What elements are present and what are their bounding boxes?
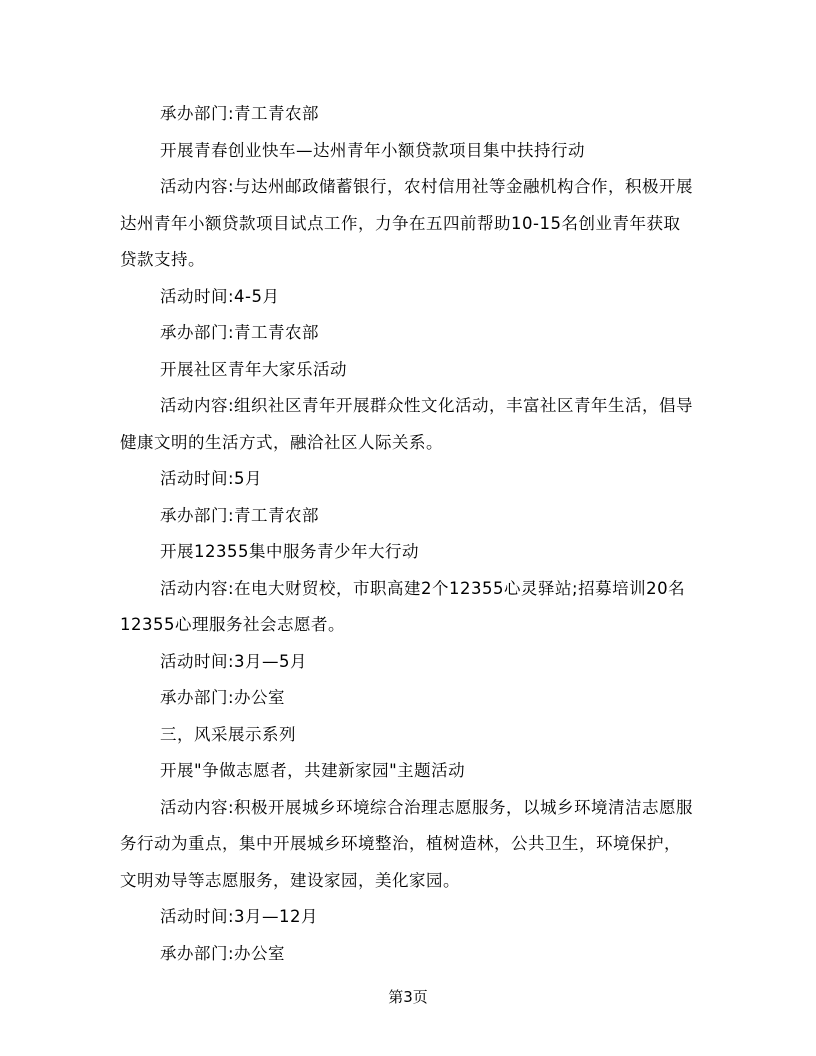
paragraph-content-2: 活动内容:组织社区青年开展群众性文化活动，丰富社区青年生活，倡导健康文明的生活方式，融洽社区人际关系。: [120, 396, 694, 452]
paragraph-activity-title-1: 开展青春创业快车—达州青年小额贷款项目集中扶持行动: [160, 140, 585, 160]
paragraph-time-3: 活动时间:3月—5月: [160, 651, 308, 671]
paragraph-time-1: 活动时间:4-5月: [160, 286, 280, 306]
paragraph-dept-4: 承办部门:办公室: [160, 688, 286, 707]
paragraph-content-1: 活动内容:与达州邮政储蓄银行，农村信用社等金融机构合作，积极开展达州青年小额贷款项目试点工作，力争在五四前帮助10-15名创业青年获取贷款支持。: [120, 177, 694, 269]
document-body: [120, 96, 696, 972]
paragraph-dept-5: 承办部门:办公室: [160, 943, 286, 963]
page-number: 第3页: [388, 988, 428, 1006]
paragraph-time-4: 活动时间:3月—12月: [160, 907, 319, 926]
paragraph-dept-2: 承办部门:青工青农部: [160, 323, 320, 342]
paragraph-content-4: 活动内容:积极开展城乡环境综合治理志愿服务，以城乡环境清洁志愿服务行动为重点，集中开展城乡环境整治，植树造林，公共卫生，环境保护，文明劝导等志愿服务，建设家园，美化家园。: [120, 797, 694, 890]
paragraph-time-2: 活动时间:5月: [160, 469, 263, 488]
paragraph-dept-3: 承办部门:青工青农部: [160, 505, 320, 525]
paragraph-content-3: 活动内容:在电大财贸校，市职高建2个12355心灵驿站;招募培训20名12355心理服务社会志愿者。: [120, 578, 686, 634]
section-heading: 三，风采展示系列: [160, 724, 296, 744]
paragraph-activity-title-3: 开展12355集中服务青少年大行动: [160, 542, 419, 561]
paragraph-dept-1: 承办部门:青工青农部: [160, 104, 320, 123]
paragraph-activity-title-2: 开展社区青年大家乐活动: [160, 359, 347, 379]
paragraph-activity-title-4: 开展"争做志愿者，共建新家园"主题活动: [160, 761, 466, 780]
